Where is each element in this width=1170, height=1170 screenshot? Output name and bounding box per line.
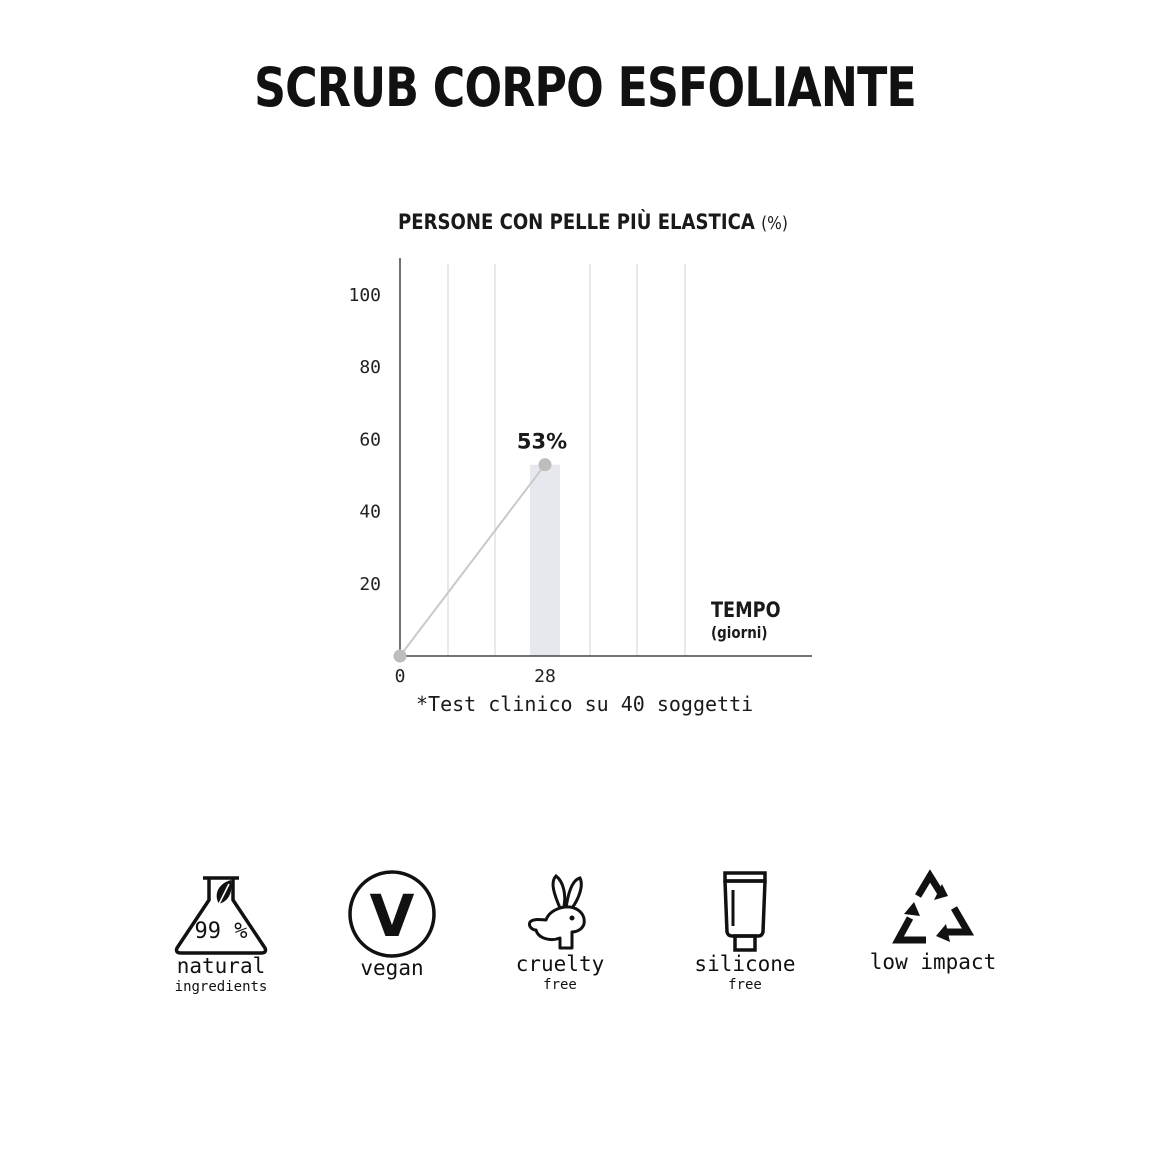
x-tick-label-0: 0 xyxy=(394,666,406,687)
badge-low-impact xyxy=(848,866,1018,973)
recycle-icon xyxy=(888,866,978,952)
vegan-v-icon xyxy=(346,870,438,958)
vegan-v-letter: V xyxy=(369,882,415,950)
x-tick-label-1: 28 xyxy=(534,666,556,687)
natural-percent-text: 99 % xyxy=(194,919,248,944)
chart-title-unit: (%) xyxy=(761,213,788,234)
clinical-test-note: *Test clinico su 40 soggetti xyxy=(416,692,754,716)
data-point-0 xyxy=(394,650,407,663)
highlight-bar xyxy=(530,465,560,656)
rabbit-icon xyxy=(520,872,600,954)
y-tick-label-2: 60 xyxy=(359,429,381,451)
y-tick-label-1: 40 xyxy=(359,501,381,523)
chart-title-text: PERSONE CON PELLE PIÙ ELASTICA xyxy=(398,210,755,234)
badge-natural-ingredients xyxy=(136,874,306,994)
tube-icon xyxy=(715,870,775,954)
page-title: SCRUB CORPO ESFOLIANTE xyxy=(254,56,916,119)
badge-vegan-line1: vegan xyxy=(360,956,424,980)
data-point-1 xyxy=(539,458,552,471)
badge-cruelty-line2: free xyxy=(543,977,577,993)
flask-leaf-icon xyxy=(171,874,271,956)
badge-vegan xyxy=(307,870,477,979)
y-tick-label-4: 100 xyxy=(348,285,381,306)
data-label-0: 53% xyxy=(516,429,568,454)
badge-natural-line1: natural xyxy=(176,954,266,978)
badge-silicone-line2: free xyxy=(728,977,762,993)
badge-silicone-free xyxy=(660,870,830,992)
y-tick-label-3: 80 xyxy=(359,357,381,379)
badge-cruelty-line1: cruelty xyxy=(515,952,605,976)
x-axis-sublabel: (giorni) xyxy=(711,623,768,642)
series-line-segment-0 xyxy=(400,465,545,656)
badge-cruelty-free xyxy=(475,872,645,992)
y-tick-label-0: 20 xyxy=(359,573,381,595)
badge-silicone-line1: silicone xyxy=(694,952,796,976)
x-axis-label: TEMPO xyxy=(711,598,781,622)
badge-natural-line2: ingredients xyxy=(174,979,268,995)
x-axis-title xyxy=(711,600,781,641)
badge-lowimpact-line1: low impact xyxy=(869,950,997,974)
